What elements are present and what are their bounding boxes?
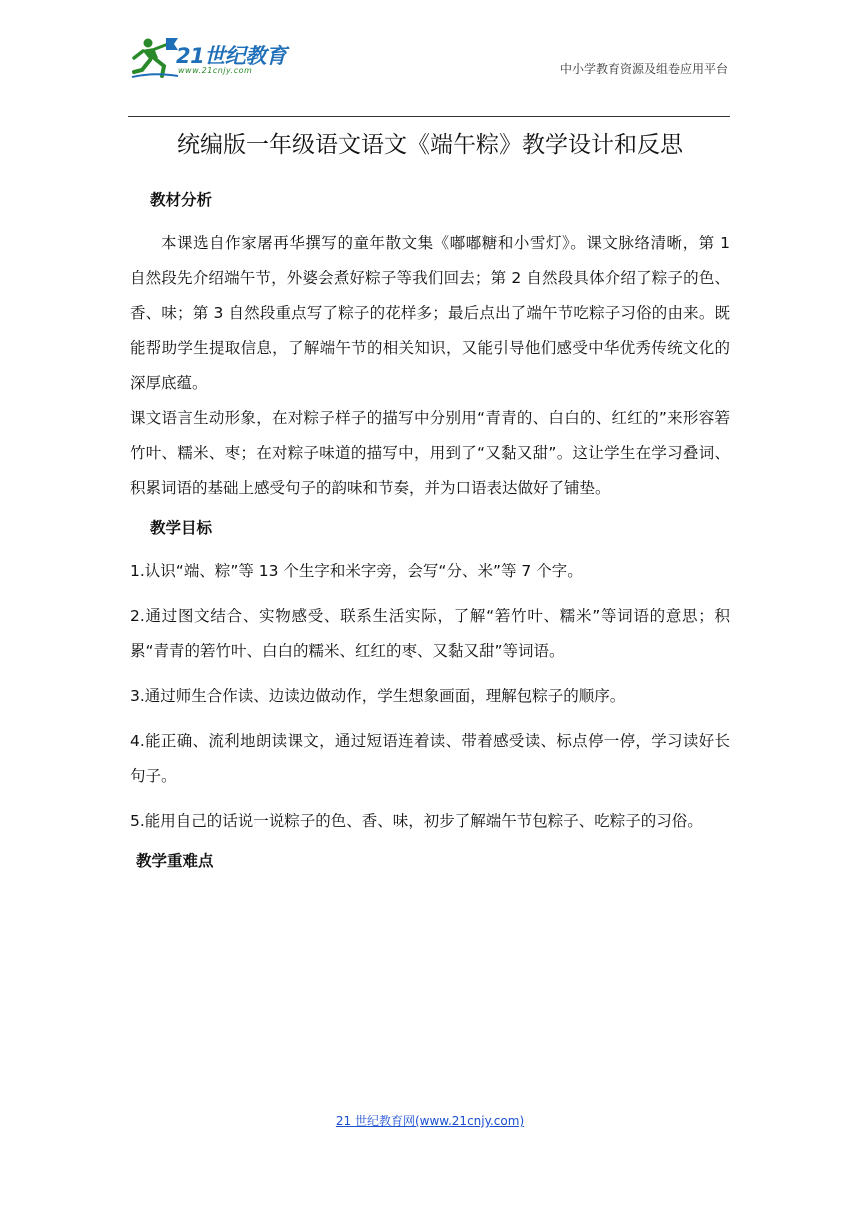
- footer-site-link[interactable]: 21 世纪教育网(www.21cnjy.com): [335, 1114, 525, 1128]
- logo-text: 21世纪教育: [176, 44, 287, 68]
- logo-url: www.21cnjy.com: [178, 66, 253, 75]
- goal-item: 1.认识“端、粽”等 13 个生字和米字旁，会写“分、米”等 7 个字。: [130, 562, 583, 580]
- section-heading-goals: 教学目标: [150, 519, 213, 537]
- platform-tagline: 中小学教育资源及组卷应用平台: [559, 62, 728, 76]
- goal-item: 5.能用自己的话说一说粽子的色、香、味，初步了解端午节包粽子、吃粽子的习俗。: [130, 812, 703, 830]
- goal-item: 3.通过师生合作读、边读边做动作，学生想象画面，理解包粽子的顺序。: [130, 687, 626, 705]
- document-body: [130, 180, 730, 887]
- analysis-paragraph-1: 本课选自作家屠再华撰写的童年散文集《嘟嘟糖和小雪灯》。课文脉络清晰，第 1 自然段先介绍端午节，外婆会煮好粽子等我们回去；第 2 自然段具体介绍了粽子的色、香、味；第 3 自然段重点写了粽子的花样多；最后点出了端午节吃粽子习俗的由来。既能帮助学生提取信息，了解端午节的相关知识，又能引导他们感受中华优秀传统文化的深厚底蕴。: [130, 234, 730, 392]
- section-heading-analysis: 教材分析: [150, 191, 213, 209]
- goal-item: 4.能正确、流利地朗读课文，通过短语连着读、带着感受读、标点停一停，学习读好长句子。: [130, 732, 730, 785]
- runner-logo-icon: [128, 36, 180, 80]
- header-divider: [128, 116, 730, 117]
- site-logo[interactable]: [128, 34, 298, 82]
- analysis-paragraph-2: 课文语言生动形象，在对粽子样子的描写中分别用“青青的、白白的、红红的”来形容箬竹叶、糯米、枣；在对粽子味道的描写中，用到了“又黏又甜”。这让学生在学习叠词、积累词语的基础上感受句子的韵味和节奏，并为口语表达做好了铺垫。: [130, 409, 730, 497]
- section-heading-difficulty: 教学重难点: [136, 852, 214, 870]
- page-footer: [0, 1112, 860, 1129]
- document-title: 统编版一年级语文语文《端午粽》教学设计和反思: [177, 132, 683, 158]
- goal-item: 2.通过图文结合、实物感受、联系生活实际，了解“箬竹叶、糯米”等词语的意思；积累“青青的箬竹叶、白白的糯米、红红的枣、又黏又甜”等词语。: [130, 607, 730, 660]
- page-header: [128, 34, 728, 84]
